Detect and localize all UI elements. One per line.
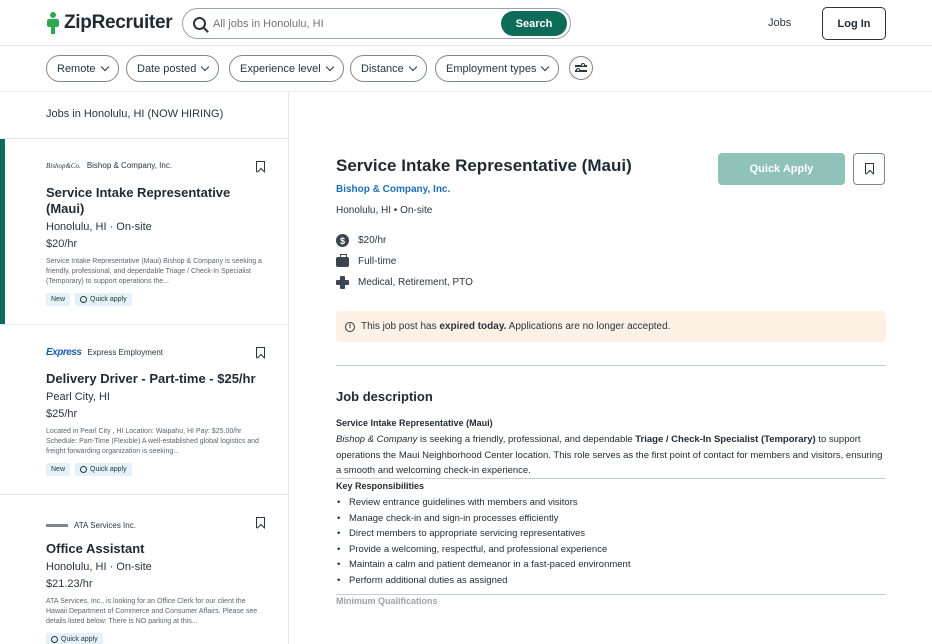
job-snippet: Located in Pearl City , HI Location: Waipahu, HI Pay: $25.00/hr Schedule: Part-Time (Flexible) A well-established global logistics and freight forwarding organization is seeking... — [46, 428, 259, 455]
quick-apply-badge: Quick apply — [75, 293, 132, 306]
job-card[interactable] — [0, 324, 289, 494]
detail-company-link[interactable]: Bishop & Company, Inc. — [336, 184, 451, 195]
filter-experience-level[interactable]: Experience level — [229, 55, 344, 82]
company-logo — [46, 524, 68, 527]
job-title[interactable]: Office Assistant — [46, 541, 145, 556]
quick-apply-button[interactable]: Quick Apply — [718, 153, 845, 185]
list-item: • Perform additional duties as assigned — [336, 573, 630, 589]
search-icon — [193, 17, 206, 30]
qualifications-heading-cut: Minimum Qualifications — [336, 596, 438, 606]
description-subtitle: Service Intake Representative (Maui) — [336, 418, 493, 428]
job-card[interactable] — [0, 138, 289, 324]
top-header — [0, 0, 932, 46]
more-filters-button[interactable] — [569, 56, 593, 80]
jobs-nav-link[interactable]: Jobs — [768, 17, 792, 29]
bookmark-icon[interactable] — [256, 161, 265, 172]
expired-notice: i This job post has expired today. Applications are no longer accepted. — [336, 311, 886, 342]
job-pay: $25/hr — [46, 408, 78, 420]
company-row — [46, 161, 172, 170]
badge-row — [46, 293, 132, 306]
employment-type-attribute: Full-time — [336, 255, 396, 267]
company-logo: Bishop&Co. — [46, 161, 81, 170]
job-card[interactable] — [0, 494, 289, 644]
new-badge: New — [46, 463, 70, 476]
list-item: • Review entrance guidelines with members and visitors — [336, 495, 630, 511]
filter-date-posted[interactable]: Date posted — [126, 55, 219, 82]
search-button[interactable]: Search — [501, 11, 567, 36]
description-paragraph: Bishop & Company is seeking a friendly, professional, and dependable Triage / Check-In Specialist (Temporary) to support operations the Maui Neighborhood Center location. This role serves as the first point of contact for members and visitors, ensuring a smooth and welcoming check-in experience. — [336, 434, 883, 476]
company-row — [46, 521, 136, 530]
search-bar — [182, 8, 571, 39]
sliders-icon — [575, 63, 587, 73]
pay-attribute: $ $20/hr — [336, 234, 386, 247]
quick-apply-icon — [80, 466, 87, 473]
logo-text: ZipRecruiter — [64, 12, 173, 33]
logo-figure-icon — [46, 12, 60, 34]
company-name: Express Employment — [87, 348, 164, 357]
quick-apply-badge: Quick apply — [75, 463, 132, 476]
divider — [336, 478, 886, 479]
company-row — [46, 347, 163, 358]
filter-employment-types[interactable]: Employment types — [435, 55, 559, 82]
job-list-pane — [0, 92, 289, 644]
job-location: Honolulu, HI · On-site — [46, 561, 152, 573]
save-job-button[interactable] — [853, 153, 885, 185]
filter-remote[interactable]: Remote — [46, 55, 119, 82]
job-pay: $20/hr — [46, 238, 78, 250]
list-item: • Provide a welcoming, respectful, and professional experience — [336, 542, 630, 558]
new-badge: New — [46, 293, 70, 306]
list-item: • Maintain a calm and patient demeanor in a fast-paced environment — [336, 557, 630, 573]
detail-job-title: Service Intake Representative (Maui) — [336, 156, 632, 175]
info-icon: i — [345, 322, 355, 332]
briefcase-icon — [336, 257, 349, 267]
quick-apply-icon — [80, 296, 87, 303]
job-title[interactable]: Service Intake Representative (Maui) — [46, 185, 231, 216]
divider — [336, 365, 886, 366]
job-snippet: ATA Services, Inc., is looking for an Office Clerk for our client the Hawaii Department of Commerce and Consumer Affairs. Please see details listed below: There is NO parking at this... — [46, 598, 258, 625]
chevron-down-icon — [100, 63, 108, 71]
detail-location: Honolulu, HI • On-site — [336, 205, 433, 216]
job-snippet: Service Intake Representative (Maui) Bishop & Company is seeking a friendly, professional, and dependable Triage / Check-In Specialist (Temporary) to support operations the... — [46, 258, 262, 285]
ziprecruiter-logo[interactable] — [46, 12, 172, 34]
job-location: Honolulu, HI · On-site — [46, 221, 152, 233]
divider — [336, 594, 886, 595]
responsibilities-list — [336, 495, 630, 589]
job-pay: $21.23/hr — [46, 578, 93, 590]
dollar-icon: $ — [336, 234, 349, 247]
filter-distance[interactable]: Distance — [350, 55, 427, 82]
badge-row — [46, 633, 103, 644]
filter-bar — [0, 46, 932, 92]
bookmark-icon[interactable] — [256, 517, 265, 528]
bookmark-icon — [865, 163, 874, 174]
list-item: • Manage check-in and sign-in processes efficiently — [336, 511, 630, 527]
quick-apply-badge: Quick apply — [46, 633, 103, 644]
list-item: • Direct members to appropriate servicing representatives — [336, 526, 630, 542]
chevron-down-icon — [409, 63, 417, 71]
company-name: Bishop & Company, Inc. — [86, 161, 173, 170]
chevron-down-icon — [325, 63, 333, 71]
login-button[interactable]: Log In — [822, 7, 886, 40]
chevron-down-icon — [541, 63, 549, 71]
description-heading: Job description — [336, 389, 433, 404]
responsibilities-heading: Key Responsibilities — [336, 481, 425, 491]
benefits-attribute: Medical, Retirement, PTO — [336, 276, 473, 289]
job-title[interactable]: Delivery Driver - Part-time - $25/hr — [46, 371, 256, 386]
medical-cross-icon — [336, 276, 349, 289]
job-detail-pane — [290, 92, 932, 644]
company-logo: Express — [46, 347, 82, 358]
job-location: Pearl City, HI — [46, 391, 110, 403]
company-name: ATA Services Inc. — [74, 521, 136, 530]
bookmark-icon[interactable] — [256, 347, 265, 358]
quick-apply-icon — [51, 636, 58, 643]
search-input[interactable] — [213, 18, 493, 30]
list-header: Jobs in Honolulu, HI (NOW HIRING) — [46, 108, 224, 120]
badge-row — [46, 463, 132, 476]
chevron-down-icon — [201, 63, 209, 71]
